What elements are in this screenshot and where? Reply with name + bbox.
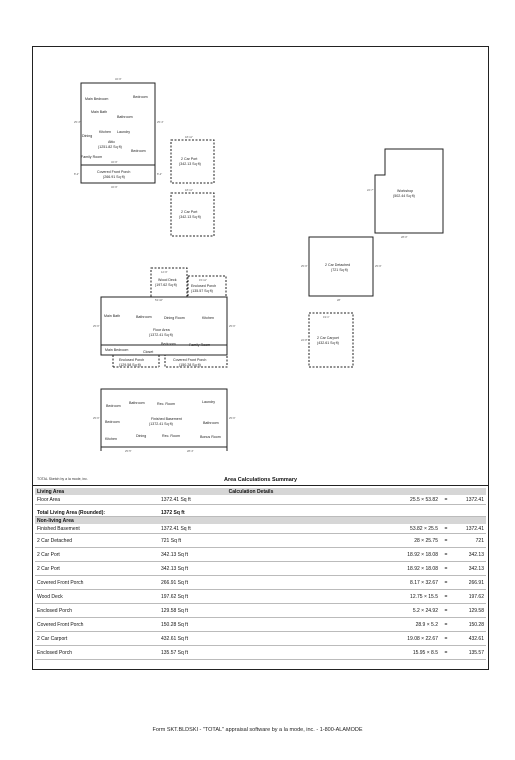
calc-formula: 19.08 × 22.67 (407, 635, 438, 642)
room-label: Finished Basement (151, 417, 182, 421)
calc-detail (324, 576, 486, 590)
dim-porch-right: 8'-2" (157, 173, 163, 176)
room-label: Main Bath (104, 314, 121, 318)
calc-result: 1372.41 (465, 496, 484, 503)
calc-detail (324, 524, 486, 534)
calc-formula: 18.92 × 18.08 (407, 551, 438, 558)
dim-main-right: 25'-6" (229, 325, 236, 328)
table-row (35, 534, 486, 548)
calc-detail (324, 534, 486, 548)
dim-carport-left: 22'-8" (301, 339, 308, 342)
area-value: 129.58 Sq ft (159, 604, 227, 618)
room-label: Floor Area (153, 328, 170, 332)
area-value: 721 Sq ft (159, 534, 227, 548)
calc-detail (324, 495, 486, 505)
floor-plan-sketch (33, 47, 488, 487)
area-name: 2 Car Detached (35, 534, 159, 548)
room-label: Rec. Room (162, 434, 180, 438)
calc-equals: = (444, 537, 448, 544)
dim-det-right: 25'-9" (375, 265, 382, 268)
calc-formula: 28.9 × 5.2 (415, 621, 438, 628)
room-area: (342.13 Sq ft) (179, 215, 201, 219)
room-label: Covered Front Porch (97, 170, 131, 174)
calc-formula: 15.95 × 8.5 (412, 649, 438, 656)
room-label: Main Bedroom (105, 348, 129, 352)
total-value: 1372 Sq ft (159, 505, 227, 517)
room-area: (1251.82 Sq ft) (98, 145, 122, 149)
calc-equals: = (444, 551, 448, 558)
calc-detail (324, 590, 486, 604)
table-row (35, 524, 486, 534)
room-area: (135.57 Sq ft) (191, 289, 213, 293)
dim-porch-left: 8'-2" (74, 173, 80, 176)
dim-bsmt-bottom-1: 25'-5" (125, 450, 132, 453)
table-row (35, 590, 486, 604)
calc-equals: = (444, 621, 448, 628)
area-calculations-table (35, 488, 486, 660)
table-row (35, 548, 486, 562)
area-value: 150.28 Sq ft (159, 618, 227, 632)
calculation-details-heading: Calculation Details (227, 488, 325, 495)
area-value: 432.61 Sq ft (159, 632, 227, 646)
room-area: (721 Sq ft) (331, 268, 348, 272)
calc-equals: = (444, 525, 448, 532)
calc-result: 150.28 (468, 621, 484, 628)
room-area: (502.44 Sq ft) (393, 194, 415, 198)
calc-equals: = (444, 496, 448, 503)
non-living-area-header (35, 517, 486, 525)
sketch-credit: TOTAL Sketch by a la mode, inc. (37, 477, 88, 481)
room-area: (432.61 Sq ft) (317, 341, 339, 345)
room-label: Enclosed Porch (191, 284, 217, 288)
dim-det-left: 25'-9" (301, 265, 308, 268)
dim-cp1-top: 18'-11" (185, 136, 193, 139)
table-row (35, 562, 486, 576)
dim-a-left: 25'-4" (74, 121, 81, 124)
room-label: 2 Car Port (181, 157, 198, 161)
calc-formula: 28 × 25.75 (414, 537, 438, 544)
dim-carport-top: 19'-1" (323, 316, 330, 319)
room-label: Bedroom (133, 95, 148, 99)
room-label: Main Bedroom (85, 97, 109, 101)
area-value: 342.13 Sq ft (159, 548, 227, 562)
room-label: Wood Deck (158, 278, 177, 282)
area-name: Finished Basement (35, 524, 159, 534)
table-row (35, 618, 486, 632)
room-label: Bedroom (106, 404, 121, 408)
non-living-area-heading: Non-living Area (35, 517, 159, 525)
area-value: 1372.41 Sq ft (159, 524, 227, 534)
appraisal-sketch-page (32, 46, 489, 670)
room-label: Kitchen (202, 316, 214, 320)
calc-formula: 53.82 × 25.5 (410, 525, 438, 532)
calc-formula: 18.92 × 18.08 (407, 565, 438, 572)
dim-encl-top: 15'-11" (199, 279, 207, 282)
calc-result: 266.91 (468, 579, 484, 586)
room-area: (150.28 Sq ft) (179, 363, 201, 367)
calc-result: 197.62 (468, 593, 484, 600)
form-footer: Form SKT.BLDSKI - "TOTAL" appraisal software by a la mode, inc. - 1-800-ALAMODE (152, 727, 363, 733)
room-label: Bonus Room (200, 435, 221, 439)
room-label: Dining (82, 134, 93, 138)
area-value: 342.13 Sq ft (159, 562, 227, 576)
calc-result: 129.58 (468, 607, 484, 614)
calc-result: 342.13 (468, 565, 484, 572)
calc-result: 342.13 (468, 551, 484, 558)
room-label: Family Room (189, 343, 211, 347)
area-value: 197.62 Sq ft (159, 590, 227, 604)
calc-detail (324, 604, 486, 618)
room-label: Main Bath (91, 110, 108, 114)
table-row (35, 604, 486, 618)
calc-formula: 5.2 × 24.92 (412, 607, 438, 614)
room-label: Workshop (397, 189, 414, 193)
calc-detail (324, 632, 486, 646)
calc-detail (324, 562, 486, 576)
room-label: Closet (143, 350, 154, 354)
room-label: Bathroom (136, 315, 152, 319)
room-label: Bathroom (117, 115, 133, 119)
total-label: Total Living Area (Rounded): (35, 505, 159, 517)
area-name: 2 Car Carport (35, 632, 159, 646)
room-label: Bedroom (161, 342, 176, 346)
area-value: 135.57 Sq ft (159, 646, 227, 660)
table-row (35, 576, 486, 590)
area-name: Covered Front Porch (35, 618, 159, 632)
room-area: (129.58 Sq ft) (119, 363, 141, 367)
room-label: Enclosed Porch (119, 358, 145, 362)
area-name: Wood Deck (35, 590, 159, 604)
dim-main-top: 53'-10" (155, 299, 164, 302)
room-label: Laundry (202, 400, 215, 404)
table-row (35, 646, 486, 660)
room-label: Bedroom (105, 420, 120, 424)
dim-main-left: 25'-6" (93, 325, 100, 328)
area-name: Floor Area (35, 495, 159, 505)
dim-a-right: 25'-4" (157, 121, 164, 124)
calc-detail (324, 646, 486, 660)
room-label: Dining Room (164, 316, 185, 320)
calc-equals: = (444, 593, 448, 600)
area-name: Enclosed Porch (35, 604, 159, 618)
calc-result: 1372.41 (465, 525, 484, 532)
calc-equals: = (444, 579, 448, 586)
covered-front-porch-outline (81, 165, 155, 183)
calc-formula: 25.5 × 53.82 (410, 496, 438, 503)
calc-equals: = (444, 565, 448, 572)
calc-equals: = (444, 607, 448, 614)
dim-a-mid: 32'-9" (111, 161, 118, 164)
dim-bsmt-left: 25'-6" (93, 417, 100, 420)
room-label: Dining (136, 434, 147, 438)
area-name: 2 Car Port (35, 548, 159, 562)
room-label: Bedroom (131, 149, 146, 153)
room-label: Family Room (81, 155, 103, 159)
area-name: 2 Car Port (35, 562, 159, 576)
room-label: Bathroom (129, 401, 145, 405)
table-row (35, 495, 486, 505)
table-row (35, 632, 486, 646)
dim-bsmt-bottom-2: 28'-4" (187, 450, 194, 453)
room-label: Attic (108, 140, 115, 144)
summary-title: Area Calculations Summary (223, 477, 298, 483)
dim-bsmt-right: 25'-6" (229, 417, 236, 420)
living-area-header (35, 488, 486, 495)
divider (33, 485, 488, 486)
room-label: Rec. Room (157, 402, 175, 406)
calc-detail (324, 548, 486, 562)
living-area-heading: Living Area (35, 488, 159, 495)
room-label: Laundry (117, 130, 130, 134)
carport-outline (309, 313, 353, 367)
area-value: 266.91 Sq ft (159, 576, 227, 590)
area-name: Covered Front Porch (35, 576, 159, 590)
room-area: (1372.41 Sq ft) (149, 422, 173, 426)
calc-formula: 12.75 × 15.5 (410, 593, 438, 600)
calc-formula: 8.17 × 32.67 (410, 579, 438, 586)
room-area: (197.62 Sq ft) (155, 283, 177, 287)
room-label: Kitchen (99, 130, 111, 134)
room-area: (266.91 Sq ft) (103, 175, 125, 179)
calc-detail (324, 618, 486, 632)
room-label: 2 Car Detached (325, 263, 351, 267)
dim-porch-bottom: 32'-9" (111, 186, 118, 189)
dim-a-top: 32'-9" (115, 78, 122, 81)
calc-result: 135.57 (468, 649, 484, 656)
dim-det-bottom: 28' (337, 299, 341, 302)
calc-result: 432.61 (468, 635, 484, 642)
room-label: 2 Car Port (181, 210, 198, 214)
area-value: 1372.41 Sq ft (159, 495, 227, 505)
area-name: Enclosed Porch (35, 646, 159, 660)
room-label: 2 Car Carport (317, 336, 339, 340)
dim-deck-top: 12'-9" (161, 271, 168, 274)
total-living-area-row (35, 505, 486, 517)
room-area: (1372.41 Sq ft) (149, 333, 173, 337)
dim-ws-left: 22'-7" (367, 189, 374, 192)
dim-ws-bottom: 28'-0" (401, 236, 408, 239)
dim-cp2-top: 18'-11" (185, 189, 193, 192)
calc-equals: = (444, 649, 448, 656)
calc-result: 721 (475, 537, 484, 544)
room-label: Bathroom (203, 421, 219, 425)
room-label: Kitchen (105, 437, 117, 441)
room-area: (342.13 Sq ft) (179, 162, 201, 166)
room-label: Covered Front Porch (173, 358, 207, 362)
calc-equals: = (444, 635, 448, 642)
